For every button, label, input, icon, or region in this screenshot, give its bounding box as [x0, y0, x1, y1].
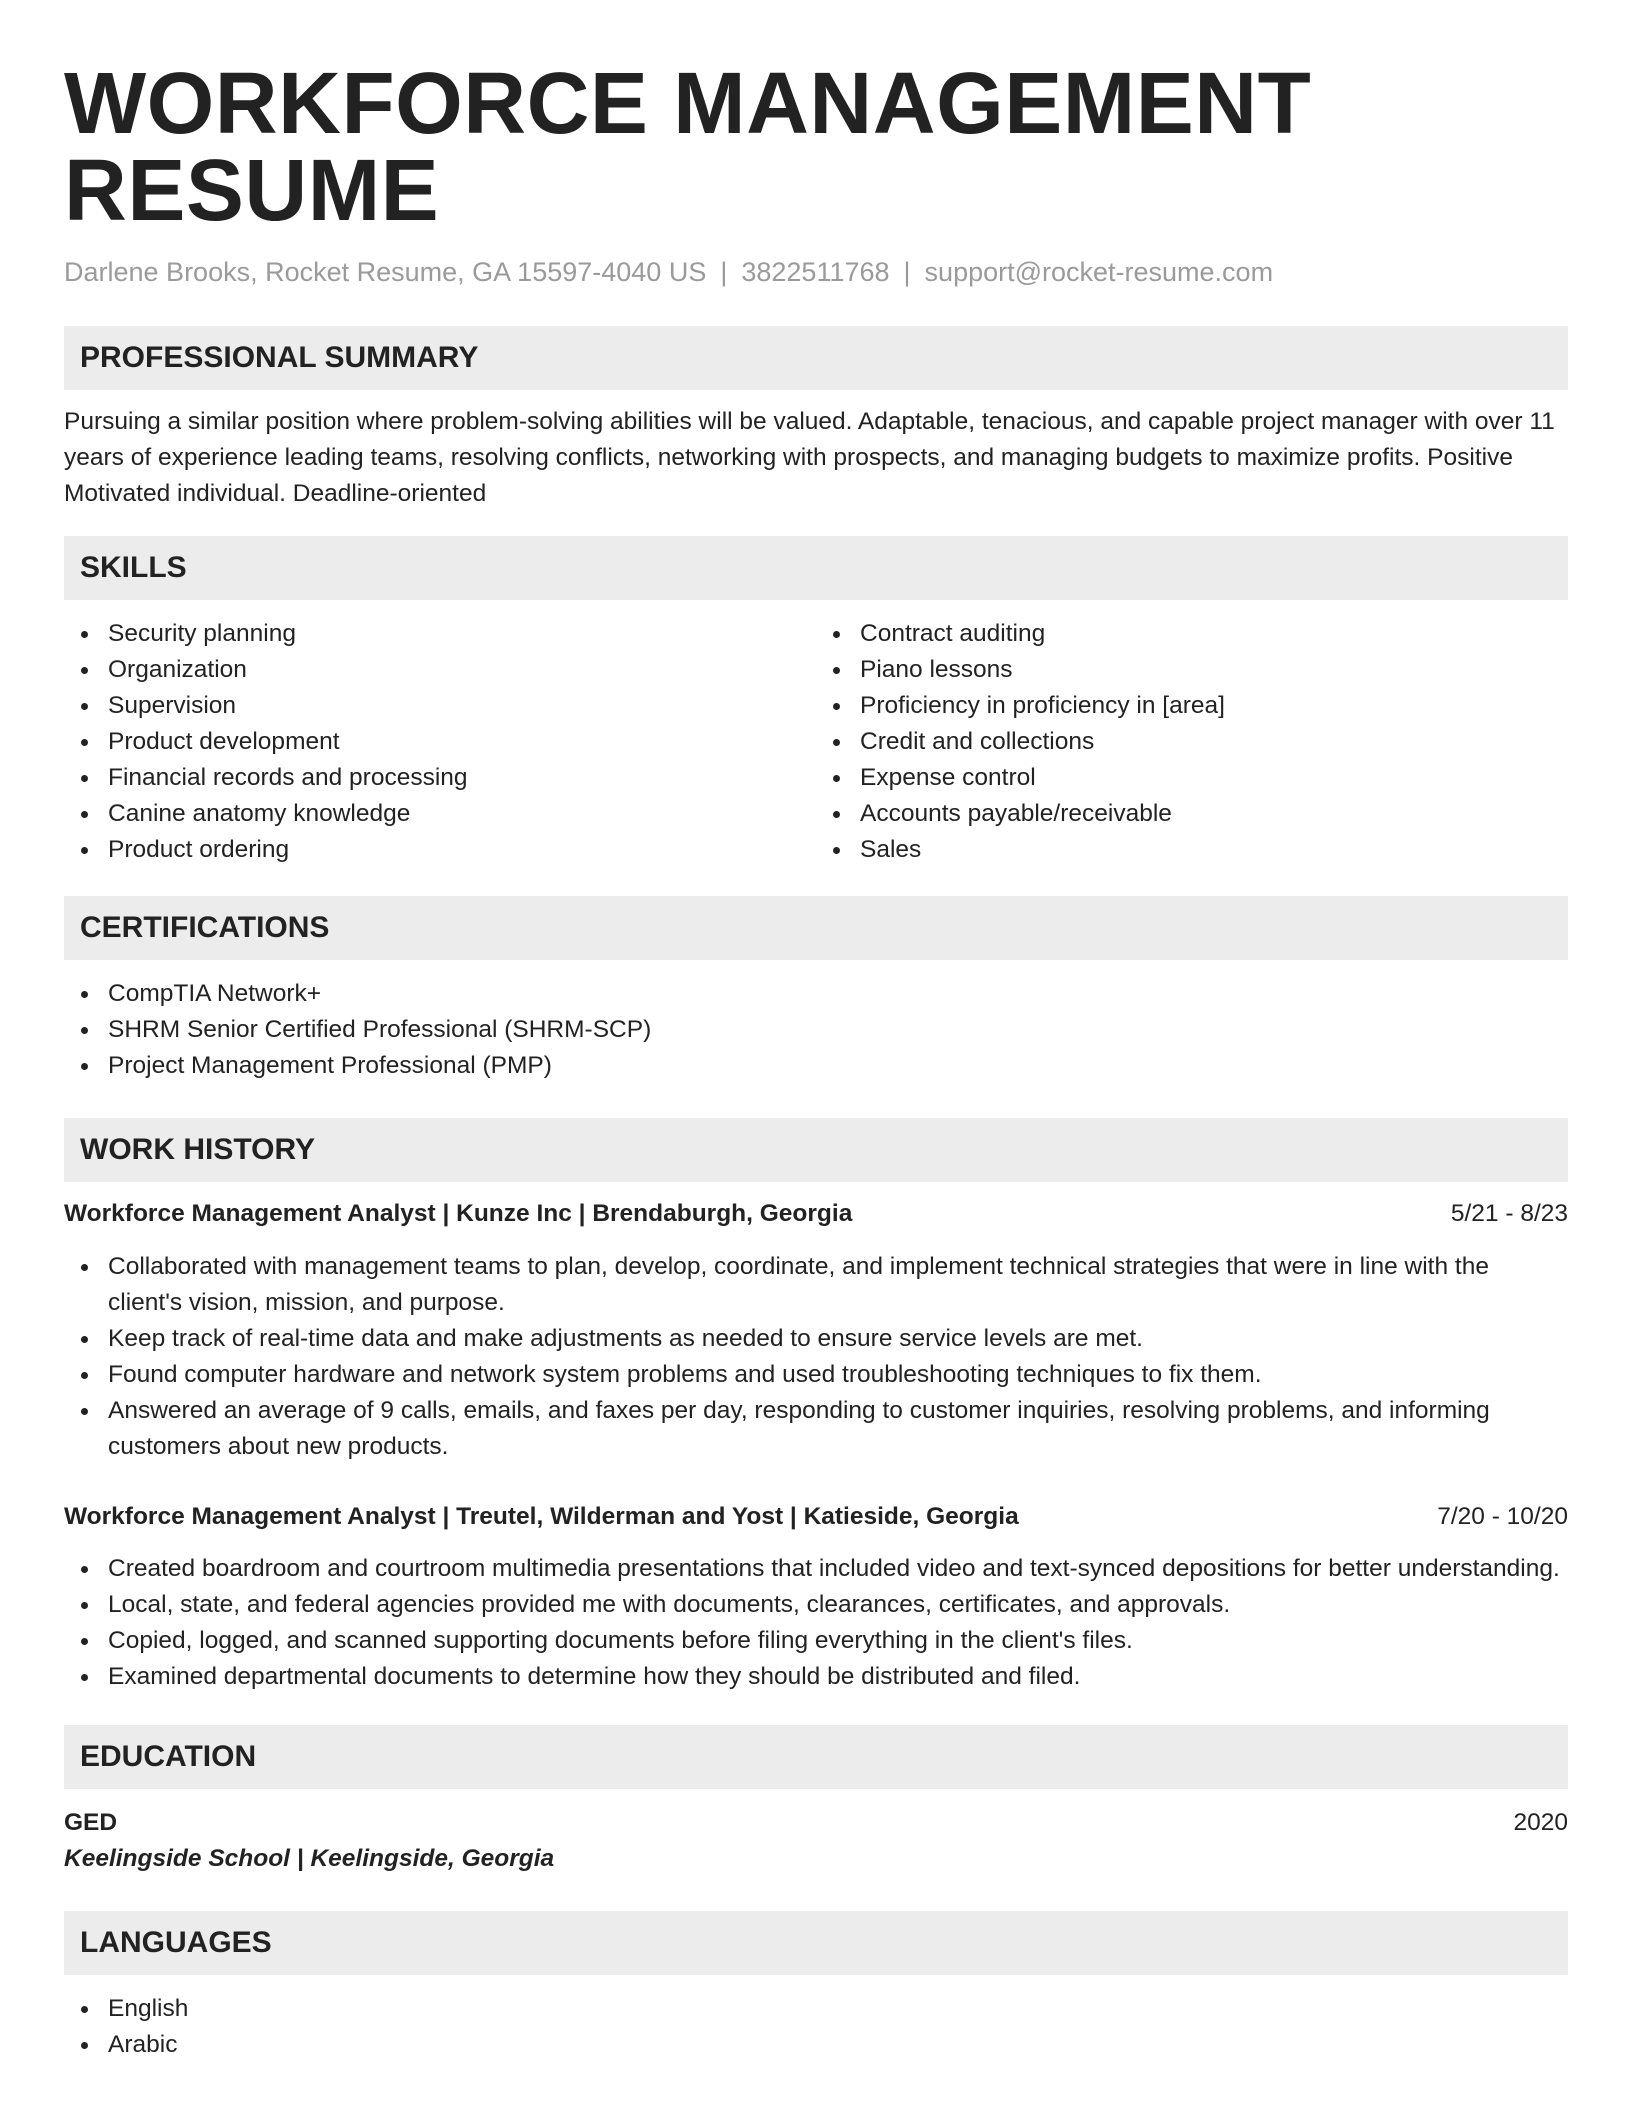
job-bullet: Copied, logged, and scanned supporting documents before filing everything in the client's files.	[108, 1623, 1568, 1659]
skill-item: Sales	[860, 832, 1568, 868]
summary-text: Pursuing a similar position where problem-solving abilities will be valued. Adaptable, tenacious, and capable project manager with over 11 years of experience leading teams, resolving conflicts, networking with prospects, and managing budgets to maximize profits. Positive Motivated individual. Deadline-oriented	[64, 408, 1555, 508]
job-dates: 5/21 - 8/23	[1450, 1200, 1568, 1228]
skills-column-right	[816, 616, 1568, 868]
skill-item: Financial records and processing	[108, 760, 816, 796]
skills-heading: SKILLS	[64, 536, 1568, 600]
certifications-list	[64, 976, 1568, 1084]
contact-separator: |	[903, 257, 911, 287]
contact-address: Darlene Brooks, Rocket Resume, GA 15597-4040 US	[64, 257, 707, 287]
skill-item: Product ordering	[108, 832, 816, 868]
job-bullet: Examined departmental documents to determine how they should be distributed and filed.	[108, 1659, 1568, 1695]
skill-item: Product development	[108, 724, 816, 760]
skill-item: Credit and collections	[860, 724, 1568, 760]
job-bullets	[64, 1551, 1568, 1695]
job-header	[64, 1499, 1568, 1535]
job-bullets	[64, 1249, 1568, 1465]
contact-line	[64, 256, 1568, 288]
education-heading: EDUCATION	[64, 1725, 1568, 1789]
languages-heading: LANGUAGES	[64, 1911, 1568, 1975]
skills-list	[64, 616, 1568, 868]
skill-item: Piano lessons	[860, 652, 1568, 688]
certification-item: Project Management Professional (PMP)	[108, 1048, 1568, 1084]
skill-item: Contract auditing	[860, 616, 1568, 652]
skill-item: Supervision	[108, 688, 816, 724]
job-bullet: Keep track of real-time data and make adjustments as needed to ensure service levels are met.	[108, 1321, 1568, 1357]
resume-title: WORKFORCE MANAGEMENT RESUME	[64, 55, 1312, 239]
languages-list	[64, 1991, 1568, 2063]
job-entry	[64, 1499, 1568, 1695]
education-entry	[64, 1805, 1568, 1877]
education-degree: GED	[64, 1809, 118, 1837]
job-bullet: Local, state, and federal agencies provided me with documents, clearances, certificates, and approvals.	[108, 1587, 1568, 1623]
certifications-heading: CERTIFICATIONS	[64, 896, 1568, 960]
skill-item: Expense control	[860, 760, 1568, 796]
job-header	[64, 1196, 1568, 1232]
job-bullet: Answered an average of 9 calls, emails, and faxes per day, responding to customer inquiries, resolving problems, and informing customers about new products.	[108, 1393, 1568, 1465]
job-bullet: Found computer hardware and network system problems and used troubleshooting techniques to fix them.	[108, 1357, 1568, 1393]
job-title: Workforce Management Analyst | Treutel, Wilderman and Yost | Katieside, Georgia	[64, 1503, 1019, 1531]
job-bullet: Collaborated with management teams to plan, develop, coordinate, and implement technical strategies that were in line with the client's vision, mission, and purpose.	[108, 1249, 1568, 1321]
skill-item: Proficiency in proficiency in [area]	[860, 688, 1568, 724]
education-header	[64, 1805, 1568, 1841]
job-title: Workforce Management Analyst | Kunze Inc | Brendaburgh, Georgia	[64, 1200, 853, 1228]
education-school: Keelingside School | Keelingside, Georgia	[64, 1845, 555, 1873]
skills-column-left	[64, 616, 816, 868]
skill-item: Organization	[108, 652, 816, 688]
certification-item: SHRM Senior Certified Professional (SHRM-SCP)	[108, 1012, 1568, 1048]
job-entry	[64, 1196, 1568, 1465]
language-item: English	[108, 1991, 1568, 2027]
language-item: Arabic	[108, 2027, 1568, 2063]
contact-email[interactable]: support@rocket-resume.com	[924, 257, 1274, 287]
education-year: 2020	[1513, 1809, 1568, 1837]
skill-item: Security planning	[108, 616, 816, 652]
work-history-heading: WORK HISTORY	[64, 1118, 1568, 1182]
skill-item: Canine anatomy knowledge	[108, 796, 816, 832]
skill-item: Accounts payable/receivable	[860, 796, 1568, 832]
job-dates: 7/20 - 10/20	[1437, 1503, 1568, 1531]
certification-item: CompTIA Network+	[108, 976, 1568, 1012]
summary-heading: PROFESSIONAL SUMMARY	[64, 326, 1568, 390]
contact-separator: |	[720, 257, 728, 287]
contact-phone: 3822511768	[741, 257, 890, 287]
job-bullet: Created boardroom and courtroom multimedia presentations that included video and text-synced depositions for better understanding.	[108, 1551, 1568, 1587]
